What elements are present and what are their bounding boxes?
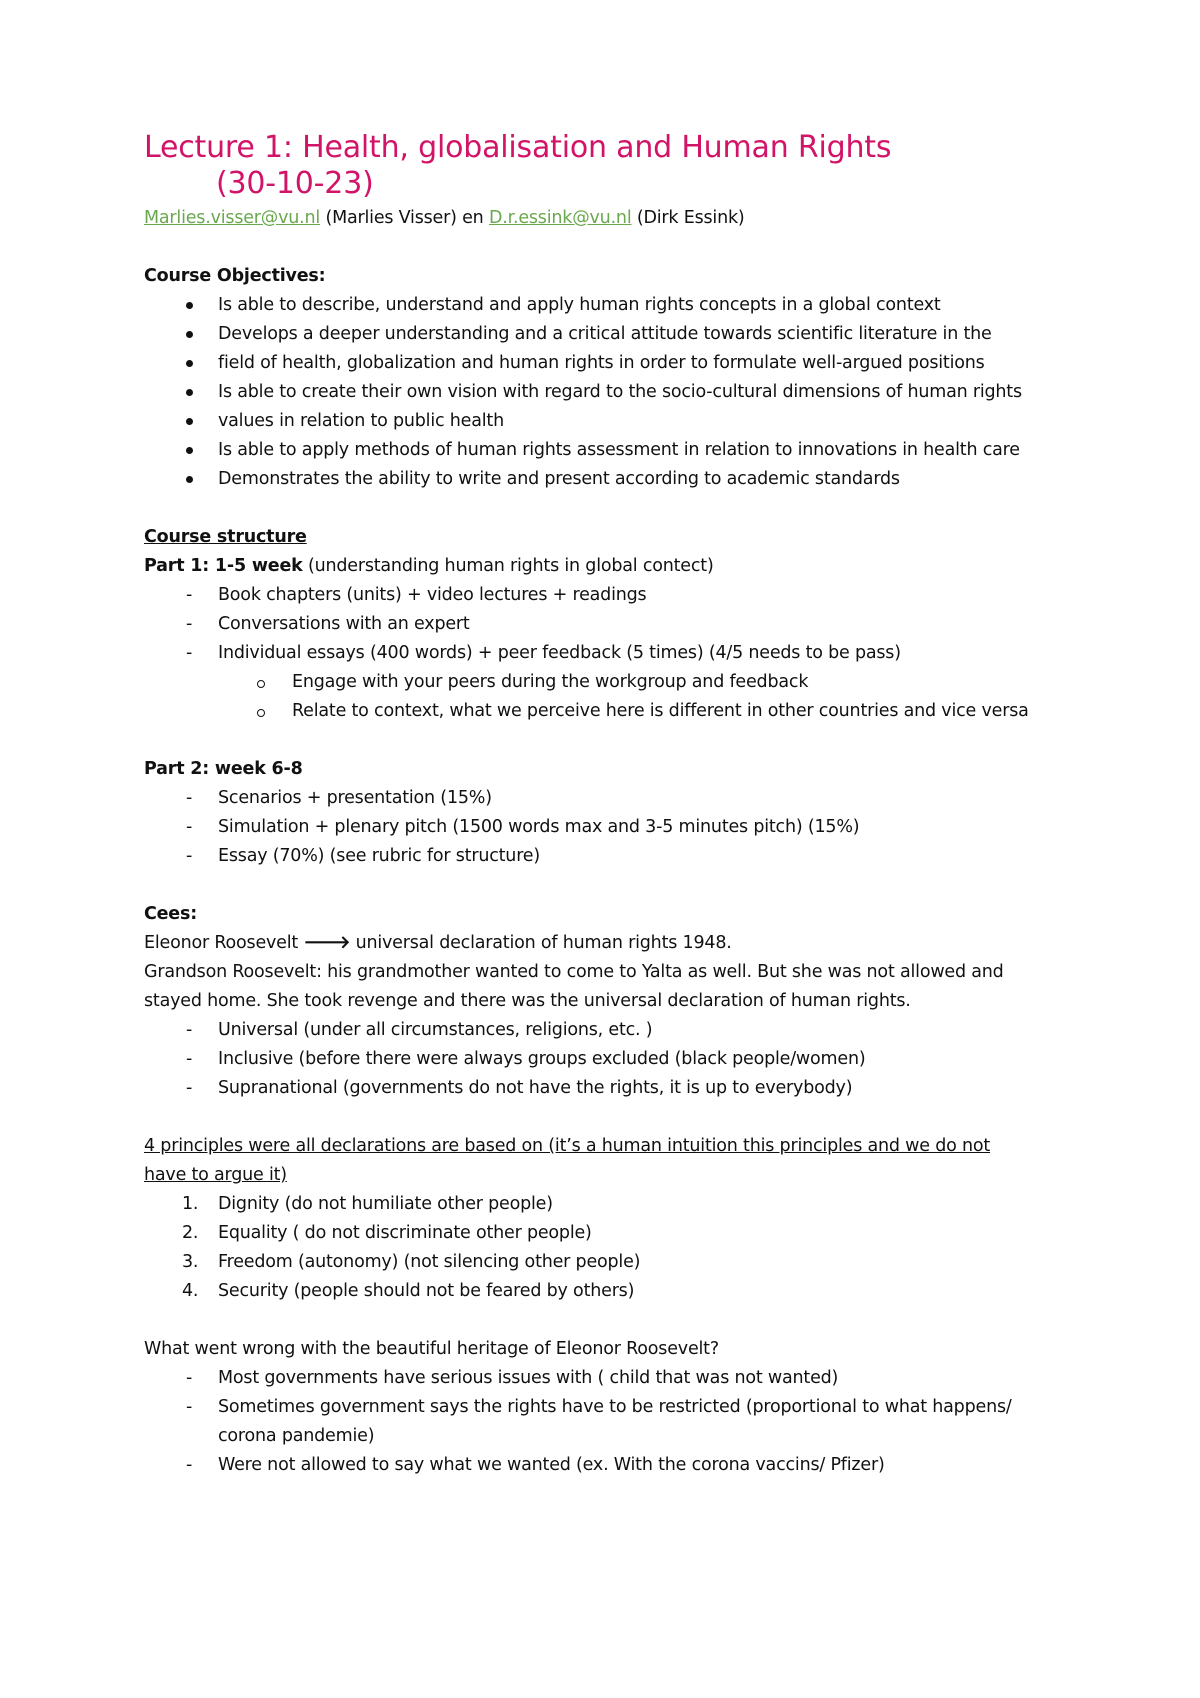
list-item: 1. Dignity (do not humiliate other people) xyxy=(182,1194,553,1214)
part2-list xyxy=(144,784,1074,871)
principles-heading-line-1: 4 principles were all declarations are based on (it’s a human intuition this principles and we do not xyxy=(144,1136,991,1156)
structure-heading: Course structure xyxy=(144,527,307,547)
title-line-1: Lecture 1: Health, globalisation and Human Rights xyxy=(144,130,892,165)
cees-paragraph-line-2: stayed home. She took revenge and there was the universal declaration of human rights. xyxy=(144,991,911,1011)
list-item: - Supranational (governments do not have the rights, it is up to everybody) xyxy=(186,1078,853,1098)
list-item: - Universal (under all circumstances, religions, etc. ) xyxy=(186,1020,653,1040)
right-arrow-icon: 🡒 xyxy=(303,933,351,953)
list-item: - Essay (70%) (see rubric for structure) xyxy=(186,846,540,866)
list-item: Is able to create their own vision with regard to the socio-cultural dimensions of human rights xyxy=(144,378,1074,407)
list-item: values in relation to public health xyxy=(144,407,1074,436)
part1-description: (understanding human rights in global contect) xyxy=(307,556,714,576)
principles-heading-line-2: have to argue it) xyxy=(144,1165,287,1185)
list-item: - Were not allowed to say what we wanted (ex. With the corona vaccins/ Pfizer) xyxy=(186,1455,885,1475)
objectives-list xyxy=(144,291,1074,494)
part2-heading: Part 2: week 6-8 xyxy=(144,759,303,779)
list-item: - Simulation + plenary pitch (1500 words max and 3-5 minutes pitch) (15%) xyxy=(186,817,860,837)
list-item: - Inclusive (before there were always groups excluded (black people/women) xyxy=(186,1049,866,1069)
principles-list xyxy=(144,1190,1074,1306)
contact-name-dirk: (Dirk Essink) xyxy=(636,208,745,228)
sub-list-item: Engage with your peers during the workgroup and feedback xyxy=(144,668,1074,697)
list-item: - Scenarios + presentation (15%) xyxy=(186,788,492,808)
heritage-list xyxy=(144,1364,1074,1480)
list-item: Demonstrates the ability to write and present according to academic standards xyxy=(144,465,1074,494)
email-link-dirk[interactable]: D.r.essink@vu.nl xyxy=(488,208,632,228)
part1-sublist xyxy=(144,668,1074,726)
list-item: Is able to describe, understand and apply human rights concepts in a global context xyxy=(144,291,1074,320)
document-page xyxy=(144,130,1074,1480)
list-item: 4. Security (people should not be feared by others) xyxy=(182,1281,635,1301)
list-item: - Book chapters (units) + video lectures + readings xyxy=(186,585,647,605)
list-item: - Conversations with an expert xyxy=(186,614,470,634)
objectives-heading: Course Objectives: xyxy=(144,266,326,286)
sub-list-item: Relate to context, what we perceive here is different in other countries and vice versa xyxy=(144,697,1074,726)
list-item: - Most governments have serious issues with ( child that was not wanted) xyxy=(186,1368,839,1388)
part1-list xyxy=(144,581,1074,668)
email-link-marlies[interactable]: Marlies.visser@vu.nl xyxy=(144,208,321,228)
cees-paragraph-line-1: Grandson Roosevelt: his grandmother wanted to come to Yalta as well. But she was not allowed and xyxy=(144,962,1004,982)
cees-line-1: Eleonor Roosevelt 🡒 universal declaration of human rights 1948. xyxy=(144,933,732,953)
list-item: Develops a deeper understanding and a critical attitude towards scientific literature in the xyxy=(144,320,1074,349)
list-item: Is able to apply methods of human rights assessment in relation to innovations in health care xyxy=(144,436,1074,465)
contact-line xyxy=(144,204,1074,233)
title-line-2: (30-10-23) xyxy=(216,166,374,201)
list-item: 2. Equality ( do not discriminate other people) xyxy=(182,1223,592,1243)
heritage-question: What went wrong with the beautiful heritage of Eleonor Roosevelt? xyxy=(144,1339,719,1359)
cees-list xyxy=(144,1016,1074,1103)
part1-heading: Part 1: 1-5 week xyxy=(144,556,303,576)
list-item: 3. Freedom (autonomy) (not silencing other people) xyxy=(182,1252,641,1272)
page-title xyxy=(144,130,1074,202)
list-item: - Sometimes government says the rights have to be restricted (proportional to what happens/ corona pandemie) xyxy=(186,1397,1012,1446)
list-item: field of health, globalization and human rights in order to formulate well-argued positions xyxy=(144,349,1074,378)
cees-heading: Cees: xyxy=(144,904,197,924)
list-item: - Individual essays (400 words) + peer feedback (5 times) (4/5 needs to be pass) xyxy=(186,643,901,663)
part1-line xyxy=(144,552,1074,581)
contact-name-marlies: (Marlies Visser) en xyxy=(325,208,484,228)
